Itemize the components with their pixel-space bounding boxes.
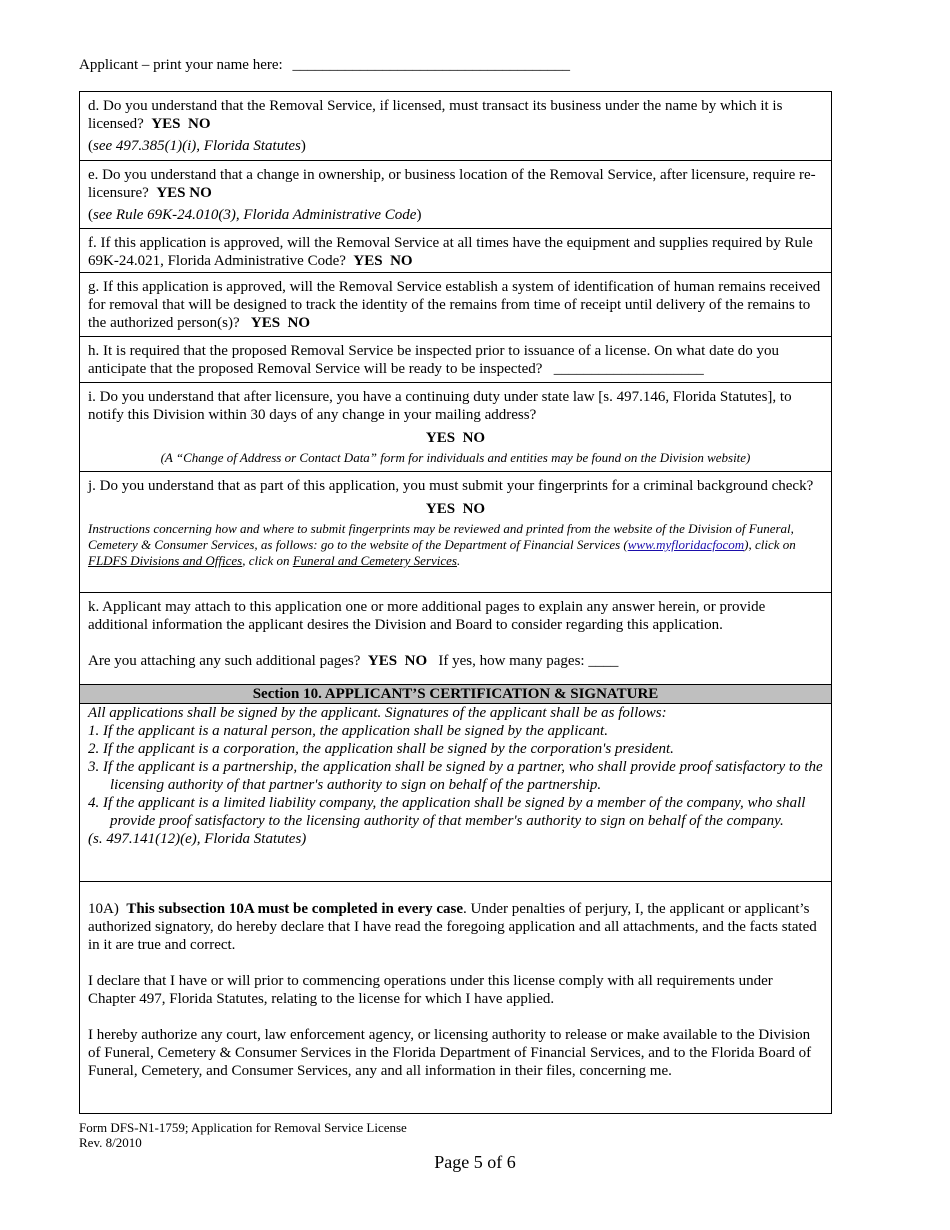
- signature-rules: [80, 704, 831, 882]
- applicant-name-blank[interactable]: _____________________________________: [292, 57, 570, 73]
- question-i: [80, 383, 831, 472]
- question-f-yes[interactable]: YES: [353, 253, 383, 269]
- signature-rules-citation: (s. 497.141(12)(e), Florida Statutes): [88, 831, 307, 847]
- question-d-no[interactable]: NO: [188, 116, 211, 132]
- signature-rule-3: 3. If the applicant is a partnership, the application shall be signed by a partner, who shall provide proof satisfactory to the licensing authority of that partner's authority to sign on behalf of the partnership.: [88, 759, 823, 793]
- fingerprint-instructions: [88, 521, 823, 569]
- signature-rule-1: 1. If the applicant is a natural person, the application shall be signed by the applicant.: [88, 723, 608, 739]
- release-authorization: I hereby authorize any court, law enforcement agency, or licensing authority to release or make available to the Division of Funeral, Cemetery & Consumer Services in the Florida Department of Financial Services, and to the Florida Board of Funeral, Cemetery, and Consumer Services, any and all information in their files, concerning me.: [88, 1027, 812, 1079]
- fingerprint-note-a: Instructions concerning how and where to submit fingerprints may be reviewed and printed from the website of the Division of Funeral, Cemetery & Consumer Services, as follows: go to the website of the Department of Financial Services (: [88, 521, 794, 552]
- question-i-no[interactable]: NO: [462, 430, 486, 446]
- fldfs-divisions-link[interactable]: FLDFS Divisions and Offices: [88, 553, 243, 568]
- question-g: [80, 273, 831, 337]
- section-10-title: Section 10. APPLICANT’S CERTIFICATION & SIGNATURE: [80, 685, 831, 704]
- question-d: d. Do you understand that the Removal Service, if licensed, must transact its business under the name by which it is licensed? YES NO (see 497.385(1)(i), Florida Statutes): [80, 92, 831, 161]
- question-k-yes[interactable]: YES: [367, 653, 398, 669]
- question-e-ref: see Rule 69K-24.010(3), Florida Administrative Code: [93, 207, 417, 223]
- form-footer: [79, 1120, 407, 1150]
- question-e-yes[interactable]: YES: [156, 185, 186, 201]
- question-e-text: e. Do you understand that a change in ownership, or business location of the Removal Service, after licensure, require re-licensure?: [88, 167, 816, 201]
- question-f-no[interactable]: NO: [390, 253, 413, 269]
- question-h-text: h. It is required that the proposed Removal Service be inspected prior to issuance of a license. On what date do you anticipate that the proposed Removal Service will be ready to be inspected?: [88, 343, 780, 377]
- applicant-name-label: Applicant – print your name here:: [79, 57, 283, 73]
- question-j-yes[interactable]: YES: [425, 501, 456, 517]
- question-e-no[interactable]: NO: [189, 185, 212, 201]
- question-f-text: f. If this application is approved, will the Removal Service at all times have the equipment and supplies required by Rule 69K-24.021, Florida Administrative Code?: [88, 235, 813, 269]
- question-h: [80, 337, 831, 383]
- form-revision: Rev. 8/2010: [79, 1135, 142, 1150]
- page-number: Page 5 of 6: [434, 1152, 516, 1172]
- question-i-note: (A “Change of Address or Contact Data” form for individuals and entities may be found on the Division website): [160, 450, 751, 465]
- signature-rule-4: 4. If the applicant is a limited liability company, the application shall be signed by a member of the company, who shall provide proof satisfactory to the licensing authority of that member's authority to sign on behalf of the company.: [88, 795, 806, 829]
- fingerprint-note-d: .: [457, 553, 461, 568]
- subsection-10a: [80, 882, 831, 1080]
- question-k-text: k. Applicant may attach to this application one or more additional pages to explain any answer herein, or provide additional information the applicant desires the Division and Board to consider regarding this application.: [88, 599, 766, 633]
- question-k-no[interactable]: NO: [404, 653, 428, 669]
- fingerprint-note-c: , click on: [242, 553, 293, 568]
- subsection-10a-text: . Under penalties of perjury, I, the applicant or applicant’s authorized signatory, do hereby declare that I have read the foregoing application and all attachments, and the facts stated in it are true and correct.: [88, 901, 817, 953]
- additional-pages-count[interactable]: If yes, how many pages: ____: [438, 653, 619, 669]
- question-j: [80, 472, 831, 593]
- question-d-yes[interactable]: YES: [151, 116, 181, 132]
- inspection-date-blank[interactable]: ____________________: [553, 361, 704, 377]
- form-number: Form DFS-N1-1759; Application for Removal Service License: [79, 1120, 407, 1135]
- question-j-no[interactable]: NO: [462, 501, 486, 517]
- question-k: [80, 593, 831, 685]
- question-i-yes[interactable]: YES: [425, 430, 456, 446]
- subsection-10a-required: This subsection 10A must be completed in every case: [126, 901, 463, 917]
- funeral-cemetery-link[interactable]: Funeral and Cemetery Services: [292, 553, 457, 568]
- question-f: [80, 229, 831, 273]
- question-j-text: j. Do you understand that as part of this application, you must submit your fingerprints for a criminal background check?: [88, 478, 814, 494]
- question-g-yes[interactable]: YES: [250, 315, 281, 331]
- compliance-declaration: I declare that I have or will prior to commencing operations under this license comply with all requirements under Chapter 497, Florida Statutes, relating to the license for which I have applied.: [88, 973, 773, 1007]
- question-g-no[interactable]: NO: [287, 315, 311, 331]
- fingerprint-note-b: ), click on: [744, 537, 796, 552]
- applicant-name-line: [79, 56, 570, 74]
- question-i-text: i. Do you understand that after licensure, you have a continuing duty under state law [s. 497.146, Florida Statutes], to notify this Division within 30 days of any change in your mailing address?: [88, 389, 792, 423]
- subsection-10a-label: 10A): [88, 901, 119, 917]
- dfs-website-link[interactable]: www.myfloridacfocom: [627, 537, 745, 552]
- question-k-ask: Are you attaching any such additional pages?: [88, 653, 361, 669]
- question-g-text: g. If this application is approved, will the Removal Service establish a system of identification of human remains received for removal that will be designed to track the identity of the remains from time of receipt until delivery of the remains to the authorized person(s)?: [88, 279, 821, 331]
- question-d-text: d. Do you understand that the Removal Service, if licensed, must transact its business under the name by which it is licensed?: [88, 98, 783, 132]
- signature-rule-2: 2. If the applicant is a corporation, the application shall be signed by the corporation's president.: [88, 741, 674, 757]
- question-d-ref: see 497.385(1)(i), Florida Statutes: [93, 138, 301, 154]
- question-e: e. Do you understand that a change in ownership, or business location of the Removal Service, after licensure, require re-licensure? YES NO (see Rule 69K-24.010(3), Florida Administrative Code): [80, 161, 831, 229]
- form-box: [79, 91, 832, 1114]
- signature-rules-intro: All applications shall be signed by the applicant. Signatures of the applicant shall be as follows:: [88, 705, 667, 721]
